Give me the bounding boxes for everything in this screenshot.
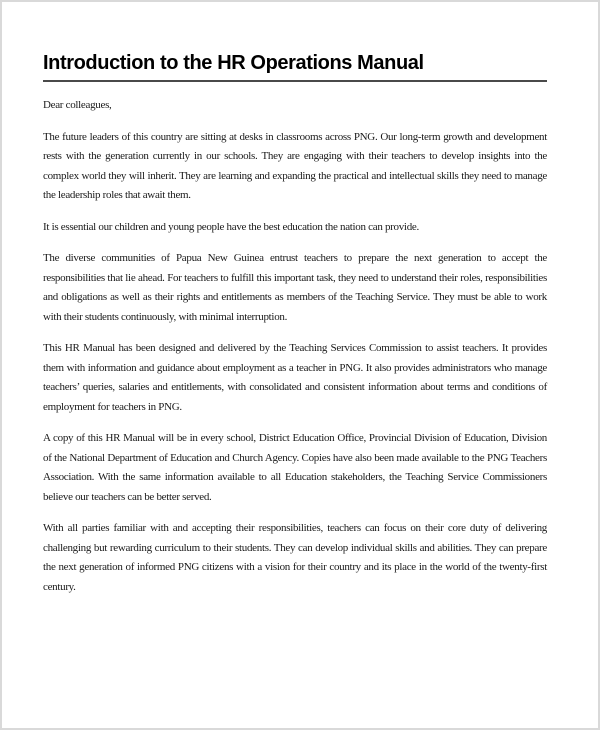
paragraph: The diverse communities of Papua New Guinea entrust teachers to prepare the next generation to accept the responsibilities that lie ahead. For teachers to fulfill this important task, they need to understand their roles, responsibilities and obligations as well as their rights and entitlements as members of the Teaching Service. They must be able to work with their students continuously, with minimal interruption.: [43, 252, 547, 323]
paragraph: The future leaders of this country are sitting at desks in classrooms across PNG. Our long-term growth and development rests with the generation currently in our schools. They are engaging with their teachers to develop insights into the complex world they will inherit. They are learning and expanding the practical and intellectual skills they need to manage the leadership roles that await them.: [43, 130, 547, 201]
page-title: Introduction to the HR Operations Manual: [43, 51, 547, 82]
paragraph: This HR Manual has been designed and delivered by the Teaching Services Commission to assist teachers. It provides them with information and guidance about employment as a teacher in PNG. It also provides administrators who manage teachers’ queries, salaries and entitlements, with consolidated and consistent information about terms and conditions of employment for teachers in PNG.: [43, 342, 547, 413]
salutation-text: Dear colleagues,: [43, 99, 112, 111]
paragraph: A copy of this HR Manual will be in every school, District Education Office, Provincial Division of Education, Division of the National Department of Education and Church Agency. Copies have also been made available to the PNG Teachers Association. With the same information available to all Education stakeholders, the Teaching Service Commissioners believe our teachers can be better served.: [43, 432, 547, 503]
paragraph: With all parties familiar with and accepting their responsibilities, teachers can focus on their core duty of delivering challenging but rewarding curriculum to their students. They can develop individual skills and abilities. They can prepare the next generation of informed PNG citizens with a vision for their country and its place in the world of the twenty-first century.: [43, 522, 547, 593]
paragraph: It is essential our children and young people have the best education the nation can provide.: [43, 220, 419, 233]
document-body: [43, 96, 547, 597]
